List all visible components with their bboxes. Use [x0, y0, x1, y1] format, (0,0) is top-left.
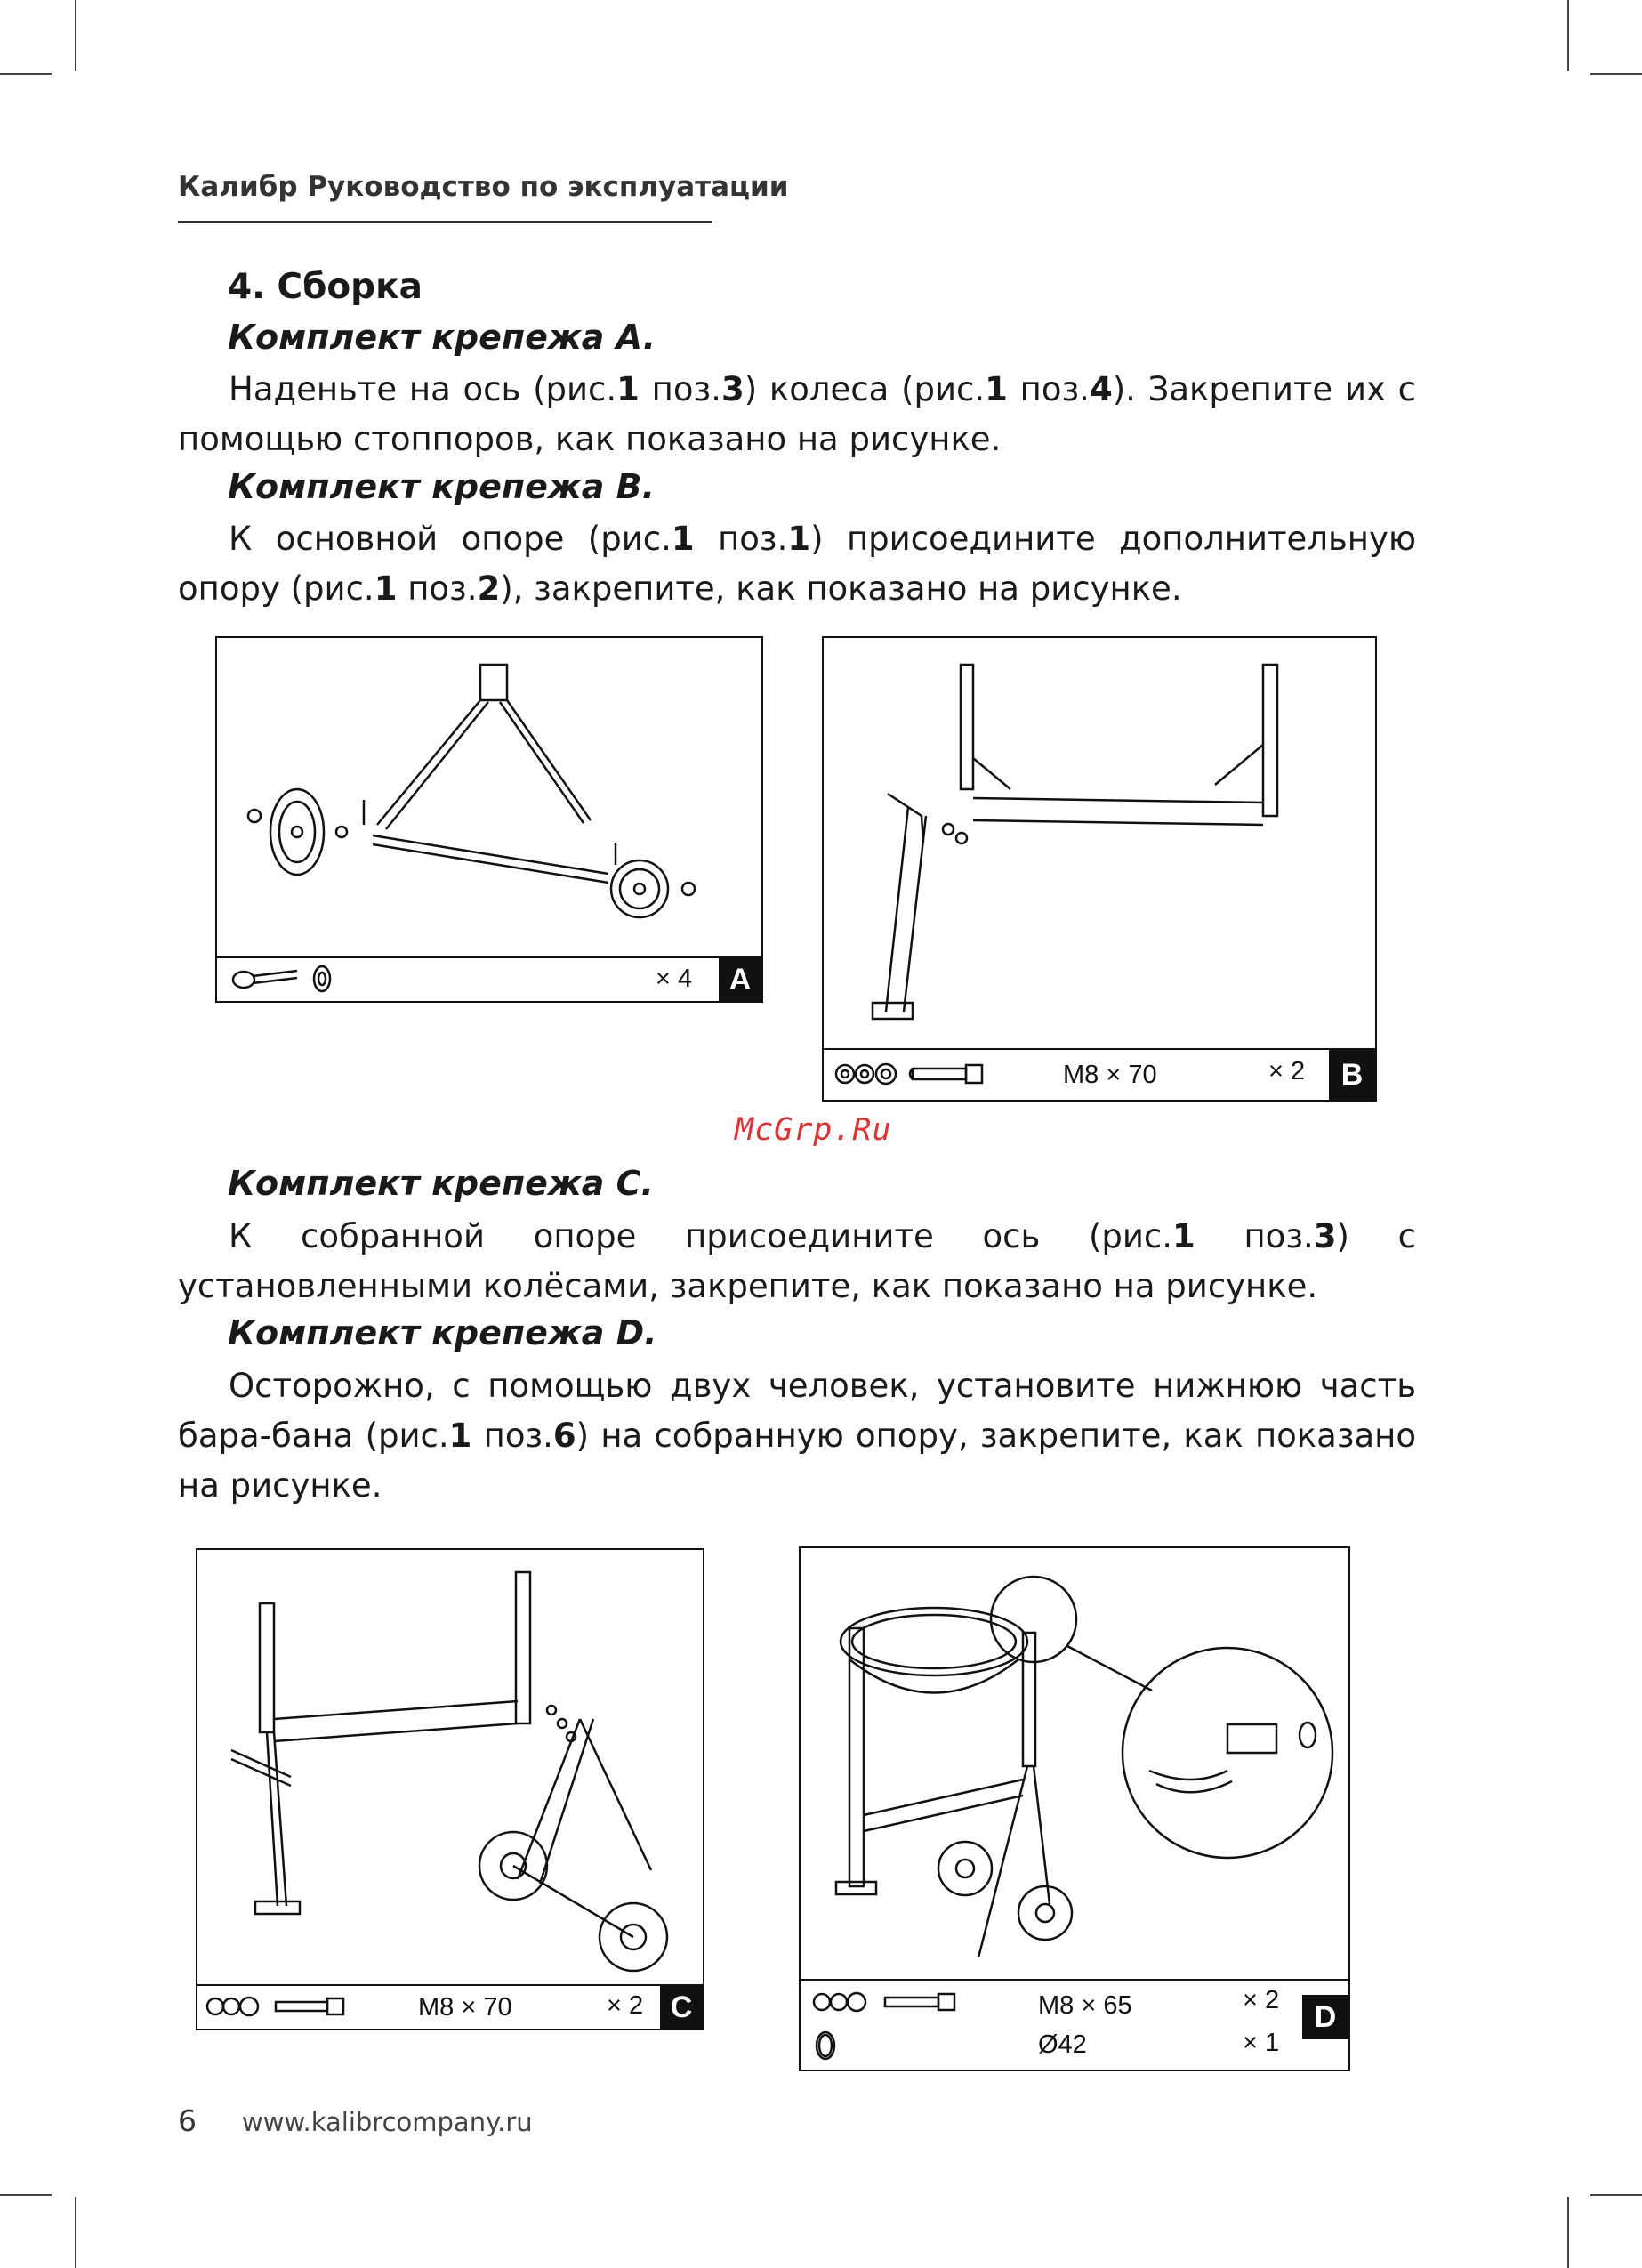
header-rule [178, 221, 712, 223]
figure-b [822, 636, 1377, 1102]
section-title: 4. Сборка [228, 267, 423, 307]
figure-a [215, 636, 763, 1003]
figure-a-drawing [217, 638, 761, 958]
legend-c-size: M8 × 70 [418, 1993, 512, 2022]
figure-b-tag: B [1329, 1050, 1375, 1100]
figure-a-tag: A [719, 958, 761, 1001]
legend-d-count-1: × 2 [1243, 1986, 1280, 2014]
kit-a-title: Комплект крепежа A. [228, 318, 656, 357]
legend-d-size-1: M8 × 65 [1038, 1991, 1132, 2020]
bolt-nut-washer-ring-icon [809, 1981, 978, 2066]
kit-c-title: Комплект крепежа C. [228, 1164, 654, 1203]
figure-d-drawing [801, 1548, 1348, 1984]
running-header: Калибр Руководство по эксплуатации [178, 171, 789, 203]
figure-d [799, 1546, 1350, 2071]
kit-d-text: Осторожно, с помощью двух человек, установите нижнюю часть бара-бана (рис.1 поз.6) на собранную опору, закрепите, как показано на рисунке. [178, 1367, 1416, 1505]
watermark: McGrp.Ru [735, 1112, 892, 1148]
figure-c-tag: C [660, 1986, 703, 2029]
crop-mark [75, 0, 76, 71]
crop-mark [0, 2194, 52, 2196]
legend-c [197, 1984, 703, 2029]
legend-b-count: × 2 [1268, 1057, 1306, 1086]
crop-mark [1590, 73, 1642, 75]
kit-a-text: Наденьте на ось (рис.1 поз.3) колеса (рис.1 поз.4). Закрепите их с помощью стоппоров, как показано на рисунке. [178, 370, 1416, 458]
kit-b-text: К основной опоре (рис.1 поз.1) присоедините дополнительную опору (рис.1 поз.2), закрепите, как показано на рисунке. [178, 520, 1417, 608]
figure-d-tag: D [1302, 1995, 1348, 2039]
page-number: 6 [178, 2103, 197, 2138]
figure-b-drawing [824, 638, 1375, 1056]
legend-c-count: × 2 [607, 1991, 644, 2020]
figure-c [196, 1548, 704, 2030]
crop-mark [1567, 2197, 1569, 2268]
legend-b-size: M8 × 70 [1063, 1061, 1157, 1089]
crop-mark [1567, 0, 1569, 71]
crop-mark [0, 73, 52, 75]
kit-c-text: К собранной опоре присоедините ось (рис.1 поз.3) с установленными колёсами, закрепите, как показано на рисунке. [178, 1217, 1416, 1305]
legend-d-count-2: × 1 [1243, 2029, 1280, 2057]
legend-a [217, 956, 761, 1001]
bolt-nut-washer-icon [833, 1050, 1002, 1098]
crop-mark [75, 2197, 76, 2268]
legend-d [801, 1979, 1348, 2070]
kit-d-title: Комплект крепежа D. [228, 1313, 657, 1352]
crop-mark [1590, 2194, 1642, 2196]
bolt-nut-washer-icon [205, 1986, 356, 2027]
figure-c-drawing [197, 1550, 703, 1986]
legend-b [824, 1048, 1375, 1100]
legend-d-size-2: Ø42 [1038, 2030, 1087, 2059]
legend-a-count: × 4 [656, 965, 693, 993]
pin-and-washer-icon [224, 958, 340, 999]
footer-url: www.kalibrcompany.ru [242, 2107, 533, 2137]
kit-b-title: Комплект крепежа B. [228, 467, 656, 506]
